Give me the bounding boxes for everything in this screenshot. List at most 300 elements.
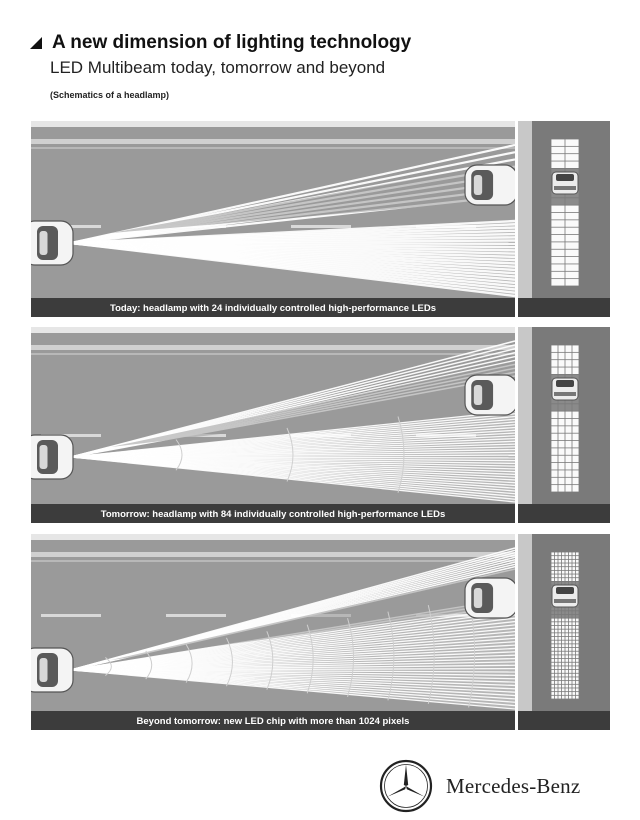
lane-marking: [41, 614, 101, 617]
led-pixel: [551, 633, 554, 636]
led-pixel: [576, 677, 579, 680]
led-pixel: [576, 633, 579, 636]
led-pixel: [558, 470, 564, 477]
panel-caption: Tomorrow: headlamp with 84 individually controlled high-performance LEDs: [100, 509, 446, 520]
led-pixel: [572, 685, 575, 688]
led-pixel: [551, 206, 564, 213]
led-pixel: [558, 485, 564, 492]
led-pixel: [569, 681, 572, 684]
led-pixel: [558, 578, 561, 581]
led-pixel: [555, 622, 558, 625]
led-pixel: [551, 279, 564, 286]
led-pixel: [558, 574, 561, 577]
led-pixel: [572, 688, 575, 691]
led-pixel: [569, 608, 572, 611]
led-pixel: [555, 571, 558, 574]
led-pixel: [565, 619, 568, 622]
led-pixel: [562, 670, 565, 673]
led-pixel: [551, 648, 554, 651]
led-pixel: [565, 608, 568, 611]
led-pixel: [555, 567, 558, 570]
led-pixel: [576, 626, 579, 629]
led-pixel: [572, 677, 575, 680]
led-pixel: [551, 257, 564, 264]
led-pixel: [565, 692, 568, 695]
led-pixel: [555, 696, 558, 699]
led-pixel: [555, 626, 558, 629]
led-pixel: [572, 485, 578, 492]
led-pixel: [555, 688, 558, 691]
led-pixel: [572, 611, 575, 614]
led-pixel: [565, 567, 568, 570]
led-pixel: [565, 485, 571, 492]
led-pixel: [576, 563, 579, 566]
led-pixel: [565, 279, 578, 286]
led-pixel: [569, 619, 572, 622]
led-pixel: [558, 659, 561, 662]
led-pixel: [565, 345, 571, 352]
led-pixel: [565, 677, 568, 680]
led-pixel: [551, 272, 564, 279]
oncoming-car-front-icon: [552, 172, 578, 194]
led-pixel: [558, 353, 564, 360]
led-pixel: [551, 626, 554, 629]
led-pixel: [572, 670, 575, 673]
headlamp-schematic-beyond-tomorrow: [31, 534, 610, 730]
led-pixel: [555, 681, 558, 684]
led-pixel: [551, 264, 564, 271]
led-pixel: [562, 655, 565, 658]
led-pixel: [551, 615, 554, 618]
led-pixel: [558, 674, 561, 677]
led-pixel: [551, 670, 554, 673]
led-pixel: [565, 641, 568, 644]
led-pixel: [576, 674, 579, 677]
led-pixel: [558, 448, 564, 455]
led-pixel: [565, 419, 571, 426]
guard-rail: [31, 552, 515, 557]
led-pixel: [558, 615, 561, 618]
led-pixel: [562, 563, 565, 566]
own-car-icon: [31, 435, 73, 479]
led-pixel: [562, 608, 565, 611]
led-pixel: [551, 147, 564, 154]
led-pixel: [576, 685, 579, 688]
oncoming-car-icon: [465, 578, 517, 618]
led-pixel: [558, 441, 564, 448]
page-subtitle: LED Multibeam today, tomorrow and beyond: [50, 58, 386, 77]
led-pixel: [562, 560, 565, 563]
led-pixel: [576, 622, 579, 625]
led-pixel: [562, 619, 565, 622]
led-pixel: [576, 644, 579, 647]
led-pixel: [558, 404, 564, 411]
led-pixel: [551, 608, 554, 611]
led-pixel: [565, 478, 571, 485]
led-pixel: [562, 648, 565, 651]
led-pixel: [562, 644, 565, 647]
led-pixel: [572, 644, 575, 647]
led-pixel: [551, 485, 557, 492]
led-pixel: [565, 655, 568, 658]
led-pixel: [572, 615, 575, 618]
panel-caption: Beyond tomorrow: new LED chip with more than 1024 pixels: [136, 716, 410, 727]
led-pixel: [572, 652, 575, 655]
led-pixel: [558, 644, 561, 647]
led-pixel: [558, 666, 561, 669]
led-pixel: [551, 563, 554, 566]
led-pixel: [572, 641, 575, 644]
led-pixel: [555, 637, 558, 640]
led-pixel: [555, 615, 558, 618]
led-pixel: [572, 696, 575, 699]
led-pixel: [562, 666, 565, 669]
led-pixel: [562, 578, 565, 581]
led-pixel: [562, 622, 565, 625]
led-pixel: [551, 663, 554, 666]
led-pixel: [551, 556, 554, 559]
led-pixel: [551, 478, 557, 485]
led-pixel: [562, 615, 565, 618]
led-pixel: [569, 655, 572, 658]
caption-bar-inset: [518, 711, 610, 730]
led-pixel: [558, 567, 561, 570]
led-pixel: [562, 692, 565, 695]
led-pixel: [551, 250, 564, 257]
led-pixel: [569, 641, 572, 644]
led-pixel: [555, 692, 558, 695]
led-pixel: [555, 666, 558, 669]
led-pixel: [572, 608, 575, 611]
led-pixel: [551, 456, 557, 463]
led-pixel: [551, 345, 557, 352]
led-pixel: [572, 478, 578, 485]
led-pixel: [565, 574, 568, 577]
lane-marking: [166, 614, 226, 617]
led-pixel: [551, 688, 554, 691]
panel-divider: [515, 327, 518, 523]
led-pixel: [551, 696, 554, 699]
led-pixel: [572, 448, 578, 455]
led-pixel: [576, 696, 579, 699]
led-pixel: [565, 622, 568, 625]
led-pixel: [558, 619, 561, 622]
led-pixel: [565, 147, 578, 154]
own-car-icon: [31, 221, 73, 265]
led-pixel: [569, 611, 572, 614]
led-pixel: [551, 619, 554, 622]
led-pixel: [565, 264, 578, 271]
led-pixel: [562, 630, 565, 633]
led-pixel: [569, 552, 572, 555]
led-pixel: [551, 574, 554, 577]
inset-roadside: [518, 121, 532, 317]
guard-rail-line: [31, 560, 515, 562]
led-pixel: [551, 622, 554, 625]
led-pixel: [551, 611, 554, 614]
led-pixel: [572, 674, 575, 677]
road-edge-top: [31, 534, 515, 540]
led-pixel: [562, 677, 565, 680]
led-pixel: [569, 696, 572, 699]
guard-rail-line: [31, 353, 515, 355]
led-pixel: [565, 250, 578, 257]
led-pixel: [551, 412, 557, 419]
led-pixel: [572, 626, 575, 629]
led-pixel: [565, 630, 568, 633]
led-pixel: [562, 681, 565, 684]
panel-caption: Today: headlamp with 24 individually controlled high-performance LEDs: [109, 303, 437, 314]
led-pixel: [576, 659, 579, 662]
led-pixel: [572, 441, 578, 448]
led-pixel: [569, 648, 572, 651]
led-pixel: [555, 663, 558, 666]
led-pixel: [555, 611, 558, 614]
led-pixel: [569, 670, 572, 673]
led-pixel: [562, 567, 565, 570]
led-pixel: [558, 560, 561, 563]
led-pixel: [569, 633, 572, 636]
led-pixel: [572, 463, 578, 470]
led-pixel: [562, 641, 565, 644]
led-pixel: [565, 652, 568, 655]
led-pixel: [576, 619, 579, 622]
led-pixel: [551, 367, 557, 374]
led-pixel: [576, 567, 579, 570]
panel-divider: [515, 534, 518, 730]
led-pixel: [551, 448, 557, 455]
led-pixel: [555, 677, 558, 680]
led-pixel: [569, 674, 572, 677]
oncoming-car-front-icon: [552, 585, 578, 607]
led-pixel: [558, 637, 561, 640]
led-pixel: [572, 419, 578, 426]
led-pixel: [572, 648, 575, 651]
led-pixel: [555, 648, 558, 651]
led-pixel: [562, 582, 565, 585]
title-row: [30, 30, 620, 56]
led-pixel: [569, 567, 572, 570]
led-pixel: [551, 353, 557, 360]
oncoming-car-front-icon: [552, 378, 578, 400]
led-pixel: [555, 563, 558, 566]
brand: [378, 758, 580, 814]
led-pixel: [569, 615, 572, 618]
led-pixel: [551, 677, 554, 680]
led-pixel: [576, 615, 579, 618]
led-pixel: [565, 659, 568, 662]
led-pixel: [565, 688, 568, 691]
led-pixel: [558, 478, 564, 485]
led-pixel: [558, 626, 561, 629]
led-pixel: [569, 659, 572, 662]
led-pixel: [572, 353, 578, 360]
led-pixel: [572, 456, 578, 463]
led-pixel: [576, 652, 579, 655]
led-pixel: [572, 367, 578, 374]
led-pixel: [569, 688, 572, 691]
led-pixel: [551, 139, 564, 146]
led-pixel: [551, 404, 557, 411]
led-pixel: [565, 578, 568, 581]
led-pixel: [572, 666, 575, 669]
led-pixel: [572, 360, 578, 367]
led-pixel: [562, 685, 565, 688]
led-pixel: [558, 681, 561, 684]
led-pixel: [558, 419, 564, 426]
led-pixel: [551, 161, 564, 168]
oncoming-car-icon: [465, 375, 517, 415]
led-pixel: [565, 563, 568, 566]
led-pixel: [576, 655, 579, 658]
led-pixel: [562, 556, 565, 559]
led-pixel: [551, 630, 554, 633]
led-pixel: [569, 663, 572, 666]
led-pixel: [555, 674, 558, 677]
led-pixel: [565, 198, 578, 205]
led-pixel: [565, 681, 568, 684]
led-pixel: [551, 655, 554, 658]
led-pixel: [565, 257, 578, 264]
led-pixel: [565, 272, 578, 279]
own-car-icon: [31, 648, 73, 692]
led-pixel: [565, 571, 568, 574]
led-pixel: [551, 198, 564, 205]
led-pixel: [558, 367, 564, 374]
led-pixel: [576, 648, 579, 651]
led-pixel: [565, 448, 571, 455]
panel-today: [31, 121, 610, 317]
led-pixel: [558, 663, 561, 666]
led-pixel: [551, 235, 564, 242]
led-pixel: [551, 220, 564, 227]
led-pixel: [565, 426, 571, 433]
led-pixel: [555, 556, 558, 559]
led-pixel: [558, 685, 561, 688]
led-pixel: [551, 552, 554, 555]
led-pixel: [558, 641, 561, 644]
led-pixel: [562, 652, 565, 655]
led-pixel: [562, 637, 565, 640]
led-pixel: [555, 630, 558, 633]
led-pixel: [572, 560, 575, 563]
brand-name: Mercedes-Benz: [446, 773, 581, 798]
led-pixel: [565, 228, 578, 235]
led-pixel: [551, 470, 557, 477]
led-pixel: [558, 622, 561, 625]
led-pixel: [565, 556, 568, 559]
led-pixel: [558, 677, 561, 680]
led-pixel: [562, 633, 565, 636]
led-pixel: [576, 641, 579, 644]
oncoming-car-icon: [465, 165, 517, 205]
led-pixel: [562, 571, 565, 574]
led-pixel: [551, 419, 557, 426]
led-pixel: [565, 470, 571, 477]
led-pixel: [572, 345, 578, 352]
led-pixel: [565, 441, 571, 448]
led-pixel: [558, 692, 561, 695]
led-pixel: [572, 552, 575, 555]
led-pixel: [558, 655, 561, 658]
led-pixel: [576, 571, 579, 574]
led-pixel: [551, 560, 554, 563]
lane-marking: [291, 225, 351, 228]
led-pixel: [569, 571, 572, 574]
led-pixel: [569, 637, 572, 640]
led-pixel: [565, 161, 578, 168]
led-pixel: [565, 666, 568, 669]
led-pixel: [565, 434, 571, 441]
led-pixel: [551, 426, 557, 433]
led-pixel: [565, 139, 578, 146]
caption-bar-inset: [518, 504, 610, 523]
led-pixel: [558, 608, 561, 611]
led-pixel: [569, 666, 572, 669]
led-pixel: [558, 426, 564, 433]
triangle-marker-icon: [30, 37, 42, 49]
led-pixel: [569, 582, 572, 585]
led-pixel: [551, 567, 554, 570]
led-pixel: [565, 404, 571, 411]
led-pixel: [565, 637, 568, 640]
led-pixel: [565, 412, 571, 419]
led-pixel: [572, 663, 575, 666]
led-pixel: [558, 412, 564, 419]
led-pixel: [572, 630, 575, 633]
led-pixel: [572, 404, 578, 411]
led-pixel: [572, 619, 575, 622]
led-pixel: [572, 582, 575, 585]
guard-rail-line: [31, 147, 515, 149]
led-pixel: [562, 659, 565, 662]
led-pixel: [551, 666, 554, 669]
led-pixel: [565, 552, 568, 555]
led-pixel: [569, 574, 572, 577]
led-pixel: [565, 633, 568, 636]
led-pixel: [562, 696, 565, 699]
guard-rail: [31, 345, 515, 350]
led-pixel: [569, 644, 572, 647]
led-pixel: [572, 426, 578, 433]
led-pixel: [551, 641, 554, 644]
header: [30, 30, 620, 100]
led-pixel: [576, 681, 579, 684]
headlamp-schematic-today: [31, 121, 610, 317]
led-pixel: [558, 648, 561, 651]
led-pixel: [576, 666, 579, 669]
panel-tomorrow: [31, 327, 610, 523]
led-pixel: [551, 674, 554, 677]
led-pixel: [551, 213, 564, 220]
led-pixel: [555, 619, 558, 622]
led-pixel: [569, 556, 572, 559]
led-pixel: [555, 644, 558, 647]
led-pixel: [562, 663, 565, 666]
led-pixel: [558, 571, 561, 574]
led-pixel: [576, 582, 579, 585]
led-pixel: [572, 567, 575, 570]
road-edge-top: [31, 327, 515, 333]
led-pixel: [576, 611, 579, 614]
led-pixel: [558, 670, 561, 673]
led-pixel: [576, 560, 579, 563]
led-pixel: [576, 688, 579, 691]
led-pixel: [551, 242, 564, 249]
led-pixel: [572, 692, 575, 695]
led-pixel: [576, 608, 579, 611]
led-pixel: [562, 688, 565, 691]
